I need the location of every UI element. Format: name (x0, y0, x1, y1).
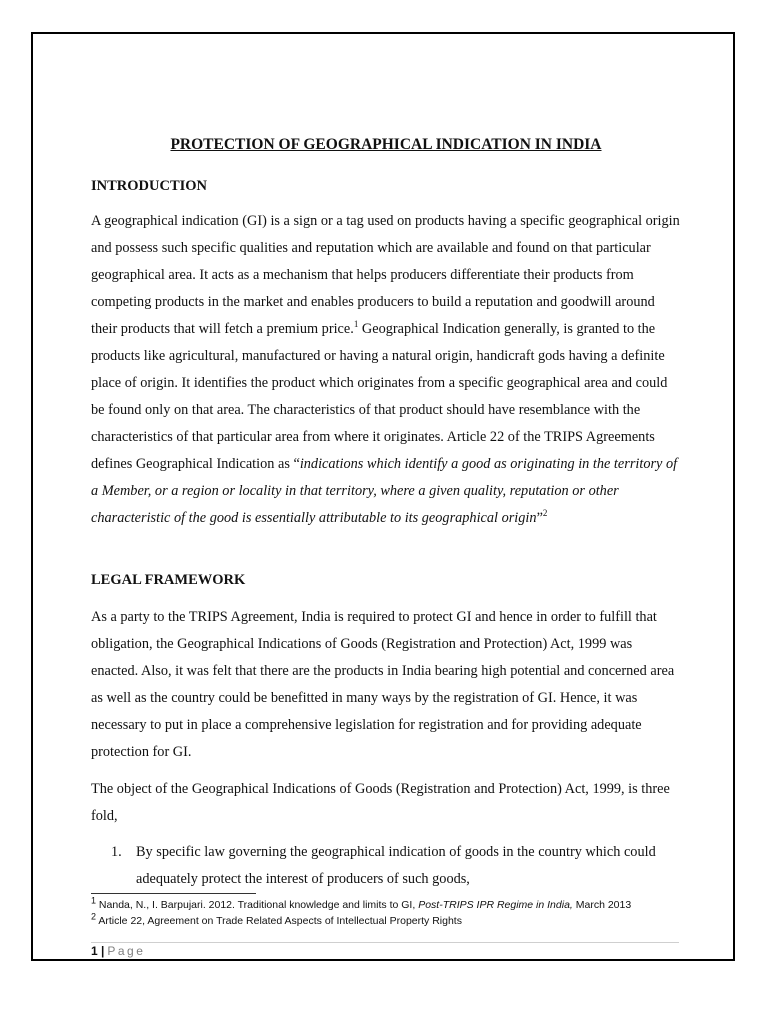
footnote-2-text: Article 22, Agreement on Trade Related Aspects of Intellectual Property Rights (96, 915, 462, 927)
footnote-separator (91, 893, 256, 894)
legal-framework-paragraph-2: The object of the Geographical Indications of Goods (Registration and Protection) Act, 1999, is three fold, (91, 781, 670, 824)
page-footer (91, 944, 145, 958)
article-22-quote: indications which identify a good as originating in the territory of a Member, or a region or locality in that territory, where a given quality, reputation or other characteristic of the good is essentially attributable to its geographical origin (91, 456, 678, 526)
list-item-number: 1. (111, 844, 122, 860)
footnote-1-tail: March 2013 (572, 899, 632, 911)
page-number: 1 | (91, 944, 105, 958)
footnote-1-text: Nanda, N., I. Barpujari. 2012. Traditional knowledge and limits to GI, (96, 899, 419, 911)
quote-close: ” (536, 510, 543, 526)
footnote-1 (91, 895, 632, 911)
intro-text-part-1: A geographical indication (GI) is a sign or a tag used on products having a specific geographical origin and possess such specific qualities and reputation which are available and found on that particular geographical area. It acts as a mechanism that helps producers differentiate their products from competing products in the market and enables producers to build a reputation and goodwill around their products that will fetch a premium price. (91, 213, 680, 337)
footnote-1-number: 1 (91, 895, 97, 906)
section-heading-legal-framework: LEGAL FRAMEWORK (91, 572, 246, 588)
footnote-2-number: 2 (91, 911, 97, 922)
page-label: Page (107, 944, 146, 958)
footer-separator (91, 942, 679, 943)
footnote-2 (91, 911, 462, 927)
section-heading-introduction: INTRODUCTION (91, 178, 208, 194)
legal-framework-paragraph-1: As a party to the TRIPS Agreement, India is required to protect GI and hence in order to fulfill that obligation, the Geographical Indications of Goods (Registration and Protection) Act, 1999 was enacted. Also, it was felt that there are the products in India bearing high potential and concerned area as well as the country could be benefitted in many ways by the registration of GI. Hence, it was necessary to put in place a comprehensive legislation for registration and for providing adequate protection for GI. (91, 609, 675, 760)
footnote-1-italic: Post-TRIPS IPR Regime in India, (418, 899, 573, 911)
list-item-text: By specific law governing the geographical indication of goods in the country which could adequately protect the interest of producers of such goods, (136, 844, 656, 887)
introduction-paragraph (91, 208, 681, 532)
intro-text-part-2: Geographical Indication generally, is granted to the products like agricultural, manufactured or having a natural origin, handicraft gods having a definite place of origin. It identifies the product which originates from a specific geographical area and could be found only on that area. The characteristics of that product should have resemblance with the characteristics of that particular area from where it originates. Article 22 of the TRIPS Agreements defines Geographical Indication as “ (91, 321, 668, 472)
footnote-ref-2: 2 (542, 508, 548, 519)
footnote-ref-1: 1 (353, 319, 359, 330)
document-title: PROTECTION OF GEOGRAPHICAL INDICATION IN INDIA (170, 136, 602, 153)
